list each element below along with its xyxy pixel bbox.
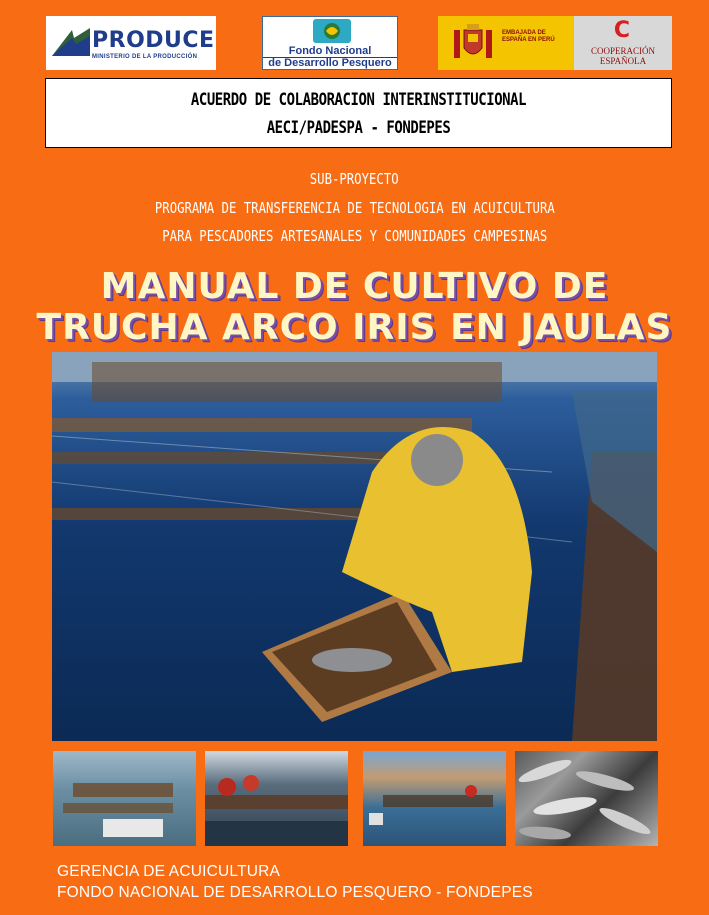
produce-logo [46,16,216,70]
fondepes-logo [262,16,398,70]
cooperacion-text [574,46,672,66]
thumbnail-photo-1 [53,751,196,846]
subproject-label: SUB-PROYECTO [310,170,399,188]
manual-title-line2: TRUCHA ARCO IRIS EN JAULAS [36,307,673,348]
footer-line1: GERENCIA DE ACUICULTURA [57,863,281,880]
subproject-line1: PROGRAMA DE TRANSFERENCIA DE TECNOLOGIA EN ACUICULTURA [154,199,555,217]
thumbnail-photo-2 [205,751,348,846]
cooperacion-line1: COOPERACIÓN [590,46,655,56]
coat-of-arms-icon [450,22,496,64]
embajada-logo [438,16,574,70]
produce-logo-subtitle: MINISTERIO DE LA PRODUCCIÓN [92,54,198,60]
subproject-label-row [0,170,709,188]
produce-mark-icon [52,24,90,60]
agreement-title-line2: AECI/PADESPA - FONDEPES [266,118,451,138]
main-photo [52,352,657,741]
cooperacion-logo [574,16,672,70]
agreement-box [45,78,672,148]
cooperacion-mark-icon: C [613,18,631,43]
produce-logo-name: PRODUCE [92,28,215,53]
manual-title-line1: MANUAL DE CULTIVO DE [100,266,609,307]
footer-line2: FONDO NACIONAL DE DESARROLLO PESQUERO - FONDEPES [57,884,533,901]
fondepes-logo-line1: Fondo Nacional [288,45,372,57]
subproject-line2-row [0,227,709,245]
thumbnail-photo-3 [363,751,506,846]
subproject-line1-row [0,199,709,217]
agreement-title-line1: ACUERDO DE COLABORACION INTERINSTITUCIONAL [190,90,527,110]
subproject-line2: PARA PESCADORES ARTESANALES Y COMUNIDADES CAMPESINAS [161,227,548,245]
fondepes-emblem-icon [313,19,351,43]
cooperacion-line2: ESPAÑOLA [599,56,647,66]
embajada-text: EMBAJADA DE ESPAÑA EN PERÚ [502,30,555,43]
fondepes-logo-line2: de Desarrollo Pesquero [268,57,392,69]
spain-logos [438,16,672,70]
thumbnail-photo-4 [515,751,658,846]
